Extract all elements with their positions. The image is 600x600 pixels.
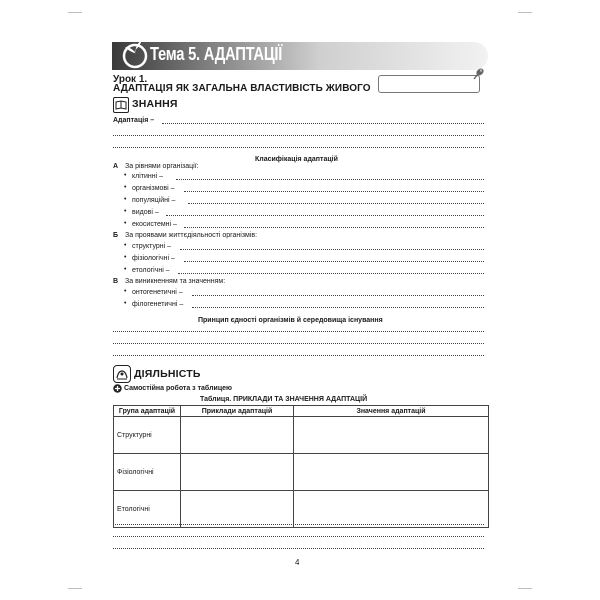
lesson-number: Урок 1.: [113, 74, 148, 85]
knowledge-section-label: ЗНАННЯ: [132, 98, 178, 110]
column-header: Значення адаптацій: [294, 406, 489, 417]
answer-line[interactable]: [162, 123, 484, 124]
list-item: організмові –: [132, 185, 175, 192]
crop-mark: [518, 12, 532, 13]
table-header-row: [114, 406, 489, 417]
page-number: 4: [295, 558, 300, 567]
group-title: За проявами життєдіяльності організмів:: [125, 232, 258, 239]
answer-line[interactable]: [176, 179, 484, 180]
answer-line[interactable]: [113, 147, 484, 148]
answer-line[interactable]: [180, 249, 484, 250]
activity-section-label: ДІЯЛЬНІСТЬ: [134, 368, 201, 380]
list-item: структурні –: [132, 243, 172, 250]
table-title: Таблиця. ПРИКЛАДИ ТА ЗНАЧЕННЯ АДАПТАЦІЙ: [200, 396, 368, 403]
book-icon: [113, 97, 129, 113]
bullet: •: [124, 288, 127, 295]
bullet: •: [124, 208, 127, 215]
pushpin-icon: [470, 66, 486, 82]
answer-line[interactable]: [113, 355, 484, 356]
table-row: [114, 417, 489, 454]
table-cell[interactable]: [294, 454, 489, 491]
table-row: [114, 454, 489, 491]
bullet: •: [124, 242, 127, 249]
bullet: •: [124, 196, 127, 203]
bullet: •: [124, 266, 127, 273]
list-item: філогенетичні –: [132, 301, 184, 308]
note-field[interactable]: [378, 75, 480, 93]
classification-title: Класифікація адаптацій: [255, 156, 338, 163]
topic-title: Тема 5. АДАПТАЦІЇ: [150, 44, 283, 64]
column-header: Приклади адаптацій: [181, 406, 294, 417]
table-cell[interactable]: [181, 454, 294, 491]
crop-mark: [518, 588, 532, 589]
group-title: За виникненням та значенням:: [125, 278, 226, 285]
answer-line[interactable]: [184, 261, 484, 262]
answer-line[interactable]: [192, 295, 484, 296]
list-item: фізіологічні –: [132, 255, 175, 262]
group-letter: А: [113, 163, 119, 170]
sprout-icon: [118, 34, 152, 70]
crop-mark: [68, 588, 82, 589]
activity-icon: [113, 365, 131, 383]
table-cell[interactable]: [294, 417, 489, 454]
row-label: Фізіологічні: [114, 454, 181, 491]
answer-line[interactable]: [188, 203, 484, 204]
bullet: •: [124, 220, 127, 227]
row-label: Етологічні: [114, 491, 181, 528]
answer-line[interactable]: [192, 307, 484, 308]
task-label: Самостійна робота з таблицею: [124, 385, 233, 392]
group-letter: В: [113, 278, 119, 285]
table-cell[interactable]: [294, 491, 489, 528]
answer-line[interactable]: [184, 227, 484, 228]
list-item: онтогенетичні –: [132, 289, 183, 296]
list-item: екосистемні –: [132, 221, 177, 228]
group-letter: Б: [113, 232, 119, 239]
answer-line[interactable]: [178, 273, 484, 274]
plus-circle-icon: [113, 384, 122, 393]
principle-title: Принцип єдності організмів й середовища існування: [198, 317, 383, 324]
table-cell[interactable]: [181, 417, 294, 454]
bullet: •: [124, 172, 127, 179]
crop-mark: [68, 12, 82, 13]
answer-line[interactable]: [113, 536, 484, 537]
row-label: Структурні: [114, 417, 181, 454]
table-cell[interactable]: [181, 491, 294, 528]
column-header: Група адаптацій: [114, 406, 181, 417]
answer-line[interactable]: [113, 548, 484, 549]
list-item: клітинні –: [132, 173, 164, 180]
table-row: [114, 491, 489, 528]
answer-line[interactable]: [166, 215, 484, 216]
answer-line[interactable]: [184, 191, 484, 192]
adaptations-table: [113, 405, 489, 528]
definition-label: Адаптація –: [113, 117, 155, 124]
bullet: •: [124, 300, 127, 307]
answer-line[interactable]: [113, 343, 484, 344]
lesson-title: АДАПТАЦІЯ ЯК ЗАГАЛЬНА ВЛАСТИВІСТЬ ЖИВОГО: [113, 83, 371, 94]
answer-line[interactable]: [113, 524, 484, 525]
bullet: •: [124, 184, 127, 191]
list-item: видові –: [132, 209, 159, 216]
answer-line[interactable]: [113, 135, 484, 136]
bullet: •: [124, 254, 127, 261]
group-title: За рівнями організації:: [125, 163, 199, 170]
list-item: популяційні –: [132, 197, 176, 204]
answer-line[interactable]: [113, 331, 484, 332]
list-item: етологічні –: [132, 267, 170, 274]
